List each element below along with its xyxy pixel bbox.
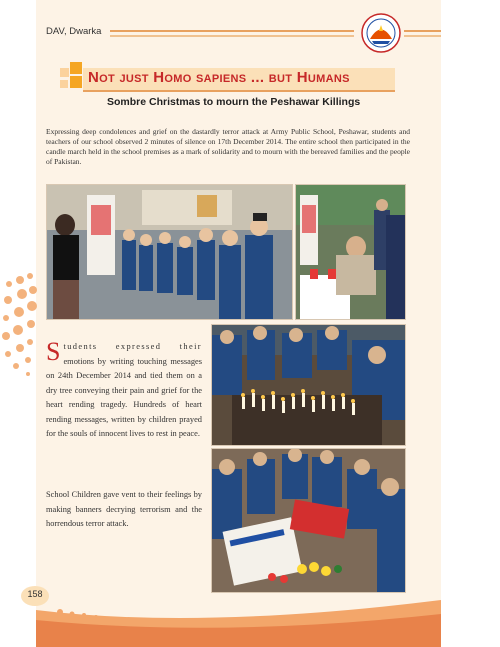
- page-number-text: 158: [27, 589, 43, 599]
- decorative-square: [70, 62, 82, 74]
- body-paragraph-2: School Children gave vent to their feelings by making banners decrying terrorism and the horrendous terror attack.: [46, 490, 202, 528]
- right-margin: [441, 0, 500, 647]
- decorative-dots: [0, 270, 40, 380]
- article-title: Not just Homo sapiens ... but Humans: [88, 69, 350, 86]
- intro-paragraph: Expressing deep condolences and grief on the dastardly terror attack at Army Public School, Peshawar, students and teachers of our school observed 2 minutes of silence on 17th December 2014. The entire school then participated in the candle march held in the school premises as a mark of solidarity and to mourn with the bereaved families and the people of Pakistan.: [46, 127, 410, 166]
- article-subtitle: Sombre Christmas to mourn the Peshawar Killings: [107, 96, 361, 108]
- decorative-square: [70, 76, 82, 88]
- body-paragraph-1: [46, 337, 202, 442]
- header-rule: [404, 35, 441, 37]
- decorative-square: [60, 68, 69, 77]
- header-rule: [110, 30, 354, 32]
- school-name: DAV, Dwarka: [46, 26, 102, 37]
- photo-assembly: [46, 184, 293, 320]
- page-number: [20, 585, 50, 607]
- photo-candle-lighting: [211, 324, 406, 446]
- photo-banner-making: [211, 448, 406, 593]
- school-logo: [360, 12, 402, 54]
- decorative-square: [60, 80, 68, 88]
- body-lead-text: tudents expressed their: [63, 342, 202, 351]
- photo-candle-tribute: [295, 184, 406, 320]
- header-rule: [404, 30, 441, 32]
- header-rule: [110, 35, 354, 37]
- drop-cap: S: [46, 337, 61, 366]
- body-text: emotions by writing touching messages on 24th December 2014 and tied them on a dry tree conveying their pain and grief for the heart rending tragedy. Hundreds of heart rending messages, written by children prayed for the souls of innocent lives to rest in peace.: [46, 356, 202, 438]
- bottom-decoration: [0, 590, 500, 647]
